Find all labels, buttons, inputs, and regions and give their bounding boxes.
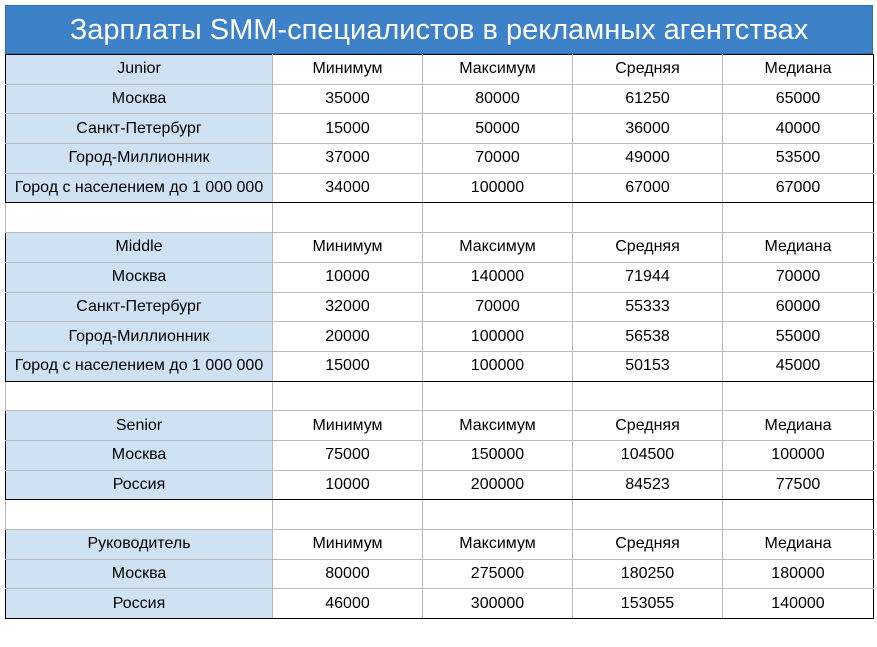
value-cell[interactable]: 180000 <box>723 559 874 589</box>
value-cell[interactable]: 70000 <box>723 262 874 292</box>
value-cell[interactable]: 49000 <box>573 144 723 174</box>
empty-cell[interactable] <box>273 203 423 233</box>
row-label[interactable]: Санкт-Петербург <box>6 114 273 144</box>
column-header[interactable]: Медиана <box>723 411 874 441</box>
table-row <box>6 440 874 470</box>
table-row <box>6 322 874 352</box>
table-row <box>6 173 874 203</box>
column-header[interactable]: Минимум <box>273 233 423 263</box>
value-cell[interactable]: 153055 <box>573 589 723 619</box>
value-cell[interactable]: 10000 <box>273 470 423 500</box>
value-cell[interactable]: 100000 <box>723 440 874 470</box>
section-name[interactable]: Руководитель <box>6 530 273 560</box>
value-cell[interactable]: 50000 <box>423 114 573 144</box>
value-cell[interactable]: 60000 <box>723 292 874 322</box>
empty-cell[interactable] <box>6 203 273 233</box>
value-cell[interactable]: 65000 <box>723 84 874 114</box>
table-row <box>6 351 874 381</box>
empty-cell[interactable] <box>723 381 874 411</box>
salary-sheet <box>5 5 873 619</box>
value-cell[interactable]: 180250 <box>573 559 723 589</box>
section-header-row <box>6 530 874 560</box>
value-cell[interactable]: 77500 <box>723 470 874 500</box>
table-row <box>6 559 874 589</box>
section-name[interactable]: Junior <box>6 55 273 85</box>
column-header[interactable]: Медиана <box>723 233 874 263</box>
table-row <box>6 292 874 322</box>
row-label[interactable]: Город-Миллионник <box>6 322 273 352</box>
section-name[interactable]: Middle <box>6 233 273 263</box>
empty-cell[interactable] <box>423 381 573 411</box>
value-cell[interactable]: 61250 <box>573 84 723 114</box>
value-cell[interactable]: 34000 <box>273 173 423 203</box>
value-cell[interactable]: 71944 <box>573 262 723 292</box>
value-cell[interactable]: 300000 <box>423 589 573 619</box>
column-header[interactable]: Средняя <box>573 55 723 85</box>
empty-cell[interactable] <box>723 500 874 530</box>
empty-cell[interactable] <box>273 500 423 530</box>
value-cell[interactable]: 20000 <box>273 322 423 352</box>
value-cell[interactable]: 150000 <box>423 440 573 470</box>
value-cell[interactable]: 80000 <box>273 559 423 589</box>
empty-cell[interactable] <box>423 203 573 233</box>
column-header[interactable]: Максимум <box>423 55 573 85</box>
value-cell[interactable]: 15000 <box>273 351 423 381</box>
table-row <box>6 262 874 292</box>
value-cell[interactable]: 275000 <box>423 559 573 589</box>
row-label[interactable]: Город с населением до 1 000 000 <box>6 173 273 203</box>
column-header[interactable]: Минимум <box>273 55 423 85</box>
value-cell[interactable]: 200000 <box>423 470 573 500</box>
value-cell[interactable]: 46000 <box>273 589 423 619</box>
table-row <box>6 589 874 619</box>
column-header[interactable]: Медиана <box>723 530 874 560</box>
section-name[interactable]: Senior <box>6 411 273 441</box>
value-cell[interactable]: 104500 <box>573 440 723 470</box>
table-row <box>6 84 874 114</box>
column-header[interactable]: Средняя <box>573 233 723 263</box>
empty-cell[interactable] <box>723 203 874 233</box>
value-cell[interactable]: 70000 <box>423 292 573 322</box>
column-header[interactable]: Максимум <box>423 530 573 560</box>
section-header-row <box>6 411 874 441</box>
value-cell[interactable]: 32000 <box>273 292 423 322</box>
section-header-row <box>6 55 874 85</box>
value-cell[interactable]: 100000 <box>423 173 573 203</box>
empty-cell[interactable] <box>6 500 273 530</box>
empty-cell[interactable] <box>573 500 723 530</box>
value-cell[interactable]: 15000 <box>273 114 423 144</box>
spacer-row <box>6 203 874 233</box>
value-cell[interactable]: 100000 <box>423 351 573 381</box>
column-header[interactable]: Медиана <box>723 55 874 85</box>
value-cell[interactable]: 100000 <box>423 322 573 352</box>
salary-table <box>5 54 874 619</box>
value-cell[interactable]: 70000 <box>423 144 573 174</box>
value-cell[interactable]: 80000 <box>423 84 573 114</box>
column-header[interactable]: Минимум <box>273 530 423 560</box>
row-label[interactable]: Город с населением до 1 000 000 <box>6 351 273 381</box>
value-cell[interactable]: 84523 <box>573 470 723 500</box>
value-cell[interactable]: 35000 <box>273 84 423 114</box>
table-row <box>6 144 874 174</box>
row-label[interactable]: Россия <box>6 470 273 500</box>
row-label[interactable]: Город-Миллионник <box>6 144 273 174</box>
value-cell[interactable]: 37000 <box>273 144 423 174</box>
row-label[interactable]: Москва <box>6 84 273 114</box>
column-header[interactable]: Максимум <box>423 411 573 441</box>
empty-cell[interactable] <box>273 381 423 411</box>
value-cell[interactable]: 55333 <box>573 292 723 322</box>
row-label[interactable]: Москва <box>6 559 273 589</box>
row-label[interactable]: Москва <box>6 440 273 470</box>
value-cell[interactable]: 67000 <box>573 173 723 203</box>
sheet-title: Зарплаты SMM-специалистов в рекламных агентствах <box>5 5 873 54</box>
table-row <box>6 114 874 144</box>
value-cell[interactable]: 36000 <box>573 114 723 144</box>
column-header[interactable]: Минимум <box>273 411 423 441</box>
section-header-row <box>6 233 874 263</box>
column-header[interactable]: Максимум <box>423 233 573 263</box>
empty-cell[interactable] <box>6 381 273 411</box>
column-header[interactable]: Средняя <box>573 411 723 441</box>
table-row <box>6 470 874 500</box>
empty-cell[interactable] <box>573 381 723 411</box>
value-cell[interactable]: 67000 <box>723 173 874 203</box>
value-cell[interactable]: 56538 <box>573 322 723 352</box>
row-label[interactable]: Санкт-Петербург <box>6 292 273 322</box>
row-label[interactable]: Россия <box>6 589 273 619</box>
value-cell[interactable]: 75000 <box>273 440 423 470</box>
column-header[interactable]: Средняя <box>573 530 723 560</box>
value-cell[interactable]: 140000 <box>723 589 874 619</box>
value-cell[interactable]: 55000 <box>723 322 874 352</box>
spacer-row <box>6 500 874 530</box>
value-cell[interactable]: 140000 <box>423 262 573 292</box>
row-label[interactable]: Москва <box>6 262 273 292</box>
value-cell[interactable]: 40000 <box>723 114 874 144</box>
value-cell[interactable]: 10000 <box>273 262 423 292</box>
spacer-row <box>6 381 874 411</box>
value-cell[interactable]: 50153 <box>573 351 723 381</box>
empty-cell[interactable] <box>423 500 573 530</box>
empty-cell[interactable] <box>573 203 723 233</box>
value-cell[interactable]: 45000 <box>723 351 874 381</box>
value-cell[interactable]: 53500 <box>723 144 874 174</box>
